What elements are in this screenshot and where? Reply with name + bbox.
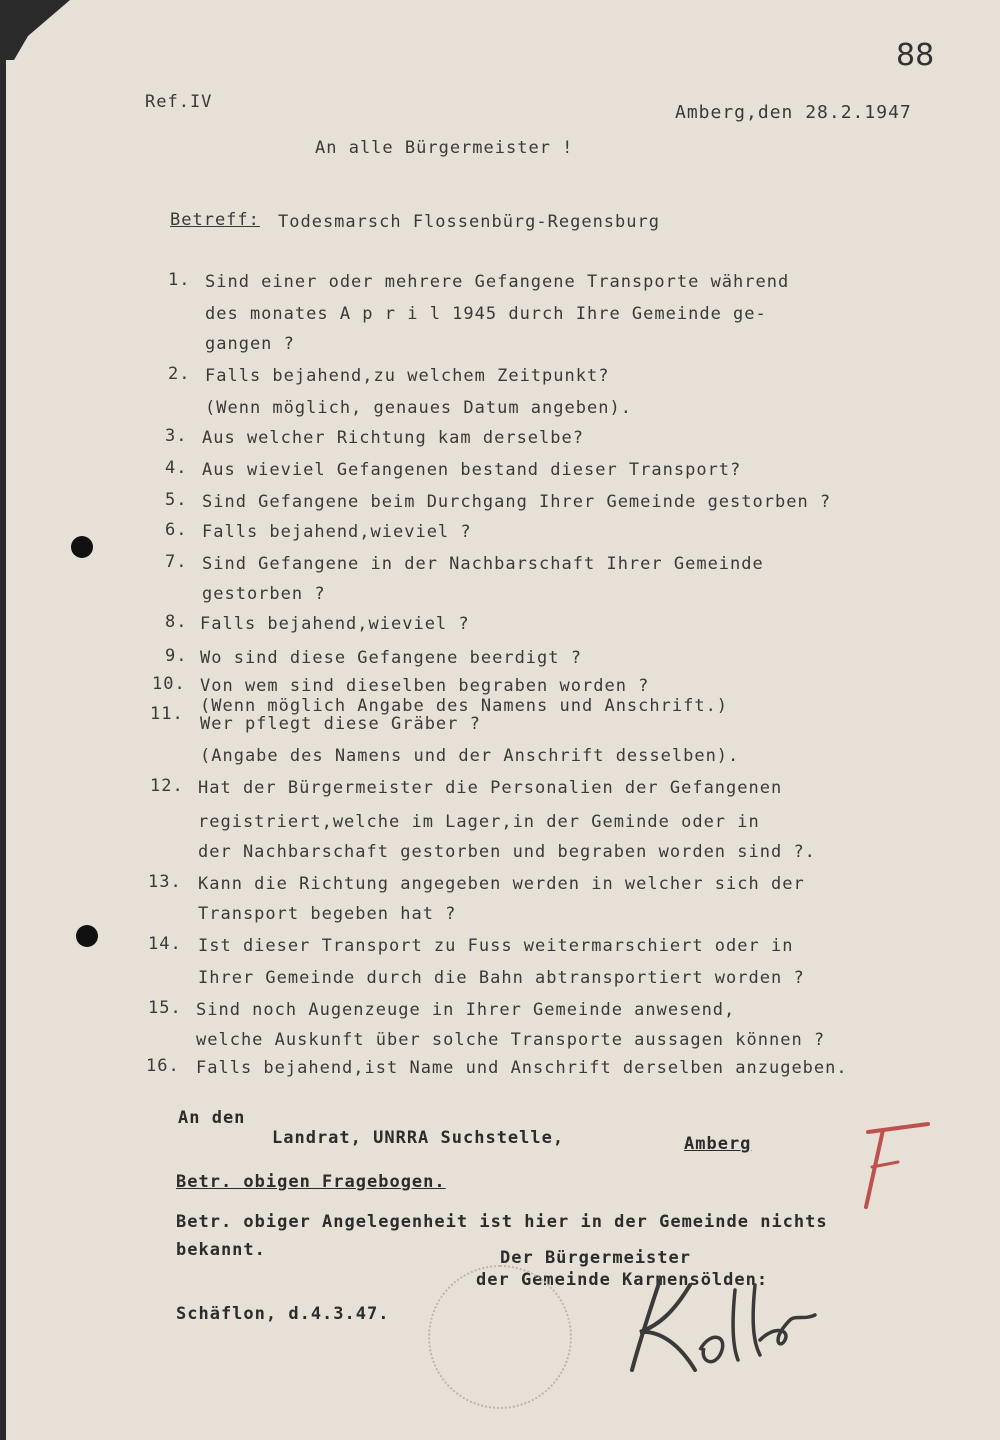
punch-hole-icon xyxy=(76,925,98,947)
signer-municipality: der Gemeinde Karmensölden: xyxy=(476,1270,769,1290)
question-line: Von wem sind dieselben begraben worden ? xyxy=(200,676,650,696)
question-line: Wo sind diese Gefangene beerdigt ? xyxy=(200,648,582,668)
question-line: (Wenn möglich, genaues Datum angeben). xyxy=(205,398,632,418)
scan-edge xyxy=(0,0,6,1440)
question-number: 5. xyxy=(165,490,188,510)
question-line: (Angabe des Namens und der Anschrift desselben). xyxy=(200,746,740,766)
reference: Ref.IV xyxy=(145,92,213,112)
question-line: Sind einer oder mehrere Gefangene Transporte während xyxy=(205,272,790,292)
reply-place-date: Schäflon, d.4.3.47. xyxy=(176,1304,390,1324)
question-number: 6. xyxy=(165,520,188,540)
question-line: registriert,welche im Lager,in der Geminde oder in xyxy=(198,812,760,832)
question-number: 9. xyxy=(165,646,188,666)
reply-recipients: Landrat, UNRRA Suchstelle, xyxy=(272,1128,565,1148)
question-line: Wer pflegt diese Gräber ? xyxy=(200,714,481,734)
question-line: Transport begeben hat ? xyxy=(198,904,457,924)
question-number: 8. xyxy=(165,612,188,632)
question-line: gangen ? xyxy=(205,334,295,354)
question-line: Sind Gefangene beim Durchgang Ihrer Gemeinde gestorben ? xyxy=(202,492,832,512)
question-line: Kann die Richtung angegeben werden in welcher sich der xyxy=(198,874,805,894)
question-line: Ist dieser Transport zu Fuss weitermarschiert oder in xyxy=(198,936,794,956)
punch-hole-icon xyxy=(71,536,93,558)
question-line: Aus welcher Richtung kam derselbe? xyxy=(202,428,584,448)
question-line: Falls bejahend,zu welchem Zeitpunkt? xyxy=(205,366,610,386)
question-line: Hat der Bürgermeister die Personalien der Gefangenen xyxy=(198,778,783,798)
question-number: 12. xyxy=(150,776,184,796)
page-number: 88 xyxy=(896,38,935,73)
question-number: 10. xyxy=(152,674,186,694)
reply-subject: Betr. obigen Fragebogen. xyxy=(176,1172,446,1192)
question-number: 14. xyxy=(148,934,182,954)
question-line: Ihrer Gemeinde durch die Bahn abtransportiert worden ? xyxy=(198,968,805,988)
question-number: 2. xyxy=(168,364,191,384)
question-number: 1. xyxy=(168,270,191,290)
reply-recipient-city: Amberg xyxy=(684,1134,752,1154)
place-date: Amberg,den 28.2.1947 xyxy=(675,102,912,123)
reply-to: An den xyxy=(178,1108,246,1128)
question-number: 15. xyxy=(148,998,182,1018)
question-number: 16. xyxy=(146,1056,180,1076)
handwritten-signature xyxy=(620,1270,830,1380)
reply-body: bekannt. xyxy=(176,1240,266,1260)
question-line: Falls bejahend,wieviel ? xyxy=(202,522,472,542)
question-line: Falls bejahend,wieviel ? xyxy=(200,614,470,634)
reply-body: Betr. obiger Angelegenheit ist hier in der Gemeinde nichts xyxy=(176,1212,828,1232)
question-line: (Wenn möglich Angabe des Namens und Anschrift.) xyxy=(200,696,729,716)
signer-title: Der Bürgermeister xyxy=(500,1248,691,1268)
question-number: 11. xyxy=(150,704,184,724)
salutation: An alle Bürgermeister ! xyxy=(315,138,574,158)
question-line: welche Auskunft über solche Transporte aussagen können ? xyxy=(196,1030,826,1050)
subject-text: Todesmarsch Flossenbürg-Regensburg xyxy=(278,212,660,232)
question-line: Aus wieviel Gefangenen bestand dieser Transport? xyxy=(202,460,742,480)
question-line: Sind noch Augenzeuge in Ihrer Gemeinde anwesend, xyxy=(196,1000,736,1020)
question-number: 4. xyxy=(165,458,188,478)
question-line: Sind Gefangene in der Nachbarschaft Ihrer Gemeinde xyxy=(202,554,764,574)
question-number: 3. xyxy=(165,426,188,446)
question-line: der Nachbarschaft gestorben und begraben worden sind ?. xyxy=(198,842,816,862)
question-line: des monates A p r i l 1945 durch Ihre Gemeinde ge- xyxy=(205,304,767,324)
question-number: 13. xyxy=(148,872,182,892)
subject-label: Betreff: xyxy=(170,210,260,230)
question-number: 7. xyxy=(165,552,188,572)
torn-corner xyxy=(0,0,70,60)
red-pencil-mark xyxy=(858,1122,938,1212)
question-line: Falls bejahend,ist Name und Anschrift derselben anzugeben. xyxy=(196,1058,848,1078)
official-stamp-icon xyxy=(428,1265,572,1409)
question-line: gestorben ? xyxy=(202,584,326,604)
